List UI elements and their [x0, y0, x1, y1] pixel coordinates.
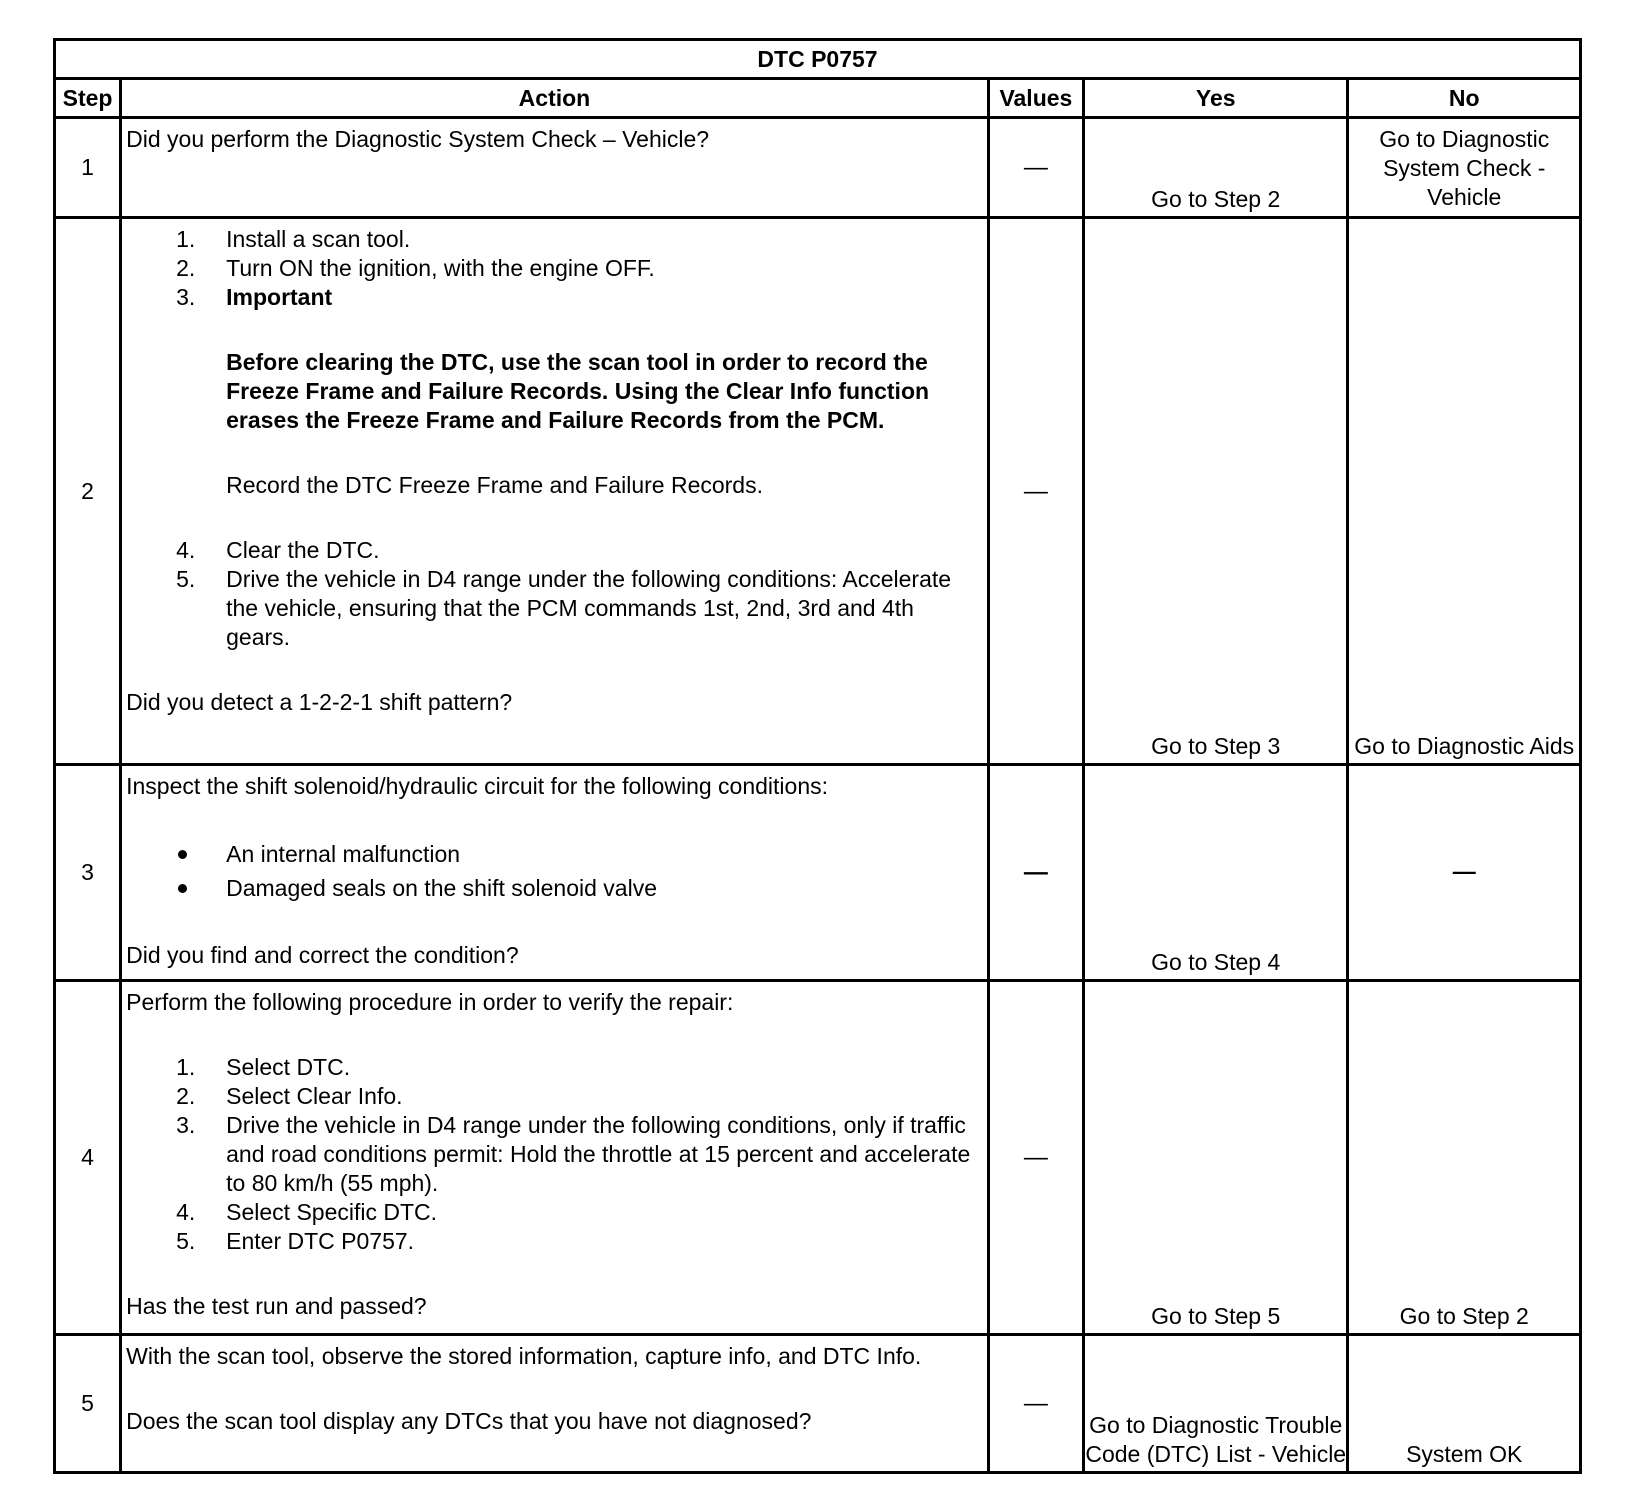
- important-note: Before clearing the DTC, use the scan tool in order to record the Freeze Frame and Failure Records. Using the Clear Info function erases the Freeze Frame and Failure Records from the PCM.: [226, 349, 930, 433]
- step-row-3: [55, 765, 1581, 981]
- action-intro: With the scan tool, observe the stored information, capture info, and DTC Info.: [126, 1343, 922, 1369]
- values-cell: —: [988, 981, 1083, 1335]
- list-item: [126, 536, 981, 565]
- list-text: Drive the vehicle in D4 range under the following conditions, only if traffic and road conditions permit: Hold the throttle at 15 percent and accelerate to 80 km/h (55 mph).: [226, 1112, 971, 1196]
- list-text: Select Specific DTC.: [226, 1199, 438, 1225]
- header-step: Step: [55, 79, 121, 118]
- header-action: Action: [121, 79, 989, 118]
- values-cell: —: [988, 765, 1083, 981]
- list-number: 5.: [176, 566, 196, 592]
- step-row-4: [55, 981, 1581, 1335]
- yes-cell: Go to Step 2: [1083, 118, 1348, 218]
- action-intro: Perform the following procedure in order to verify the repair:: [126, 989, 734, 1015]
- yes-cell: Go to Step 3: [1083, 218, 1348, 765]
- action-cell: [121, 765, 989, 981]
- step-row-1: [55, 118, 1581, 218]
- list-item: [126, 283, 981, 312]
- values-cell: —: [988, 218, 1083, 765]
- bullet-icon: [178, 850, 187, 859]
- action-cell: [121, 118, 989, 218]
- action-intro: Inspect the shift solenoid/hydraulic circuit for the following conditions:: [126, 773, 828, 799]
- step-number: 1: [55, 118, 121, 218]
- values-cell: —: [988, 118, 1083, 218]
- list-text: Select DTC.: [226, 1054, 351, 1080]
- step-number: 4: [55, 981, 121, 1335]
- list-number: 1.: [176, 226, 196, 252]
- dtc-table: [53, 38, 1582, 1474]
- list-item: An internal malfunction: [126, 837, 981, 871]
- action-cell: [121, 981, 989, 1335]
- list-item: [126, 254, 981, 283]
- header-row: [55, 79, 1581, 118]
- list-item: [126, 1227, 981, 1256]
- list-number: 5.: [176, 1228, 196, 1254]
- procedure-list: [126, 225, 981, 312]
- list-number: 3.: [176, 1112, 196, 1138]
- action-question: Did you find and correct the condition?: [126, 942, 519, 968]
- action-cell: [121, 218, 989, 765]
- list-item: [126, 1053, 981, 1082]
- list-item: [126, 1198, 981, 1227]
- list-item: [126, 225, 981, 254]
- action-question: Does the scan tool display any DTCs that you have not diagnosed?: [126, 1408, 812, 1434]
- no-cell: Go to Step 2: [1348, 981, 1581, 1335]
- procedure-list: [126, 536, 981, 652]
- header-yes: Yes: [1083, 79, 1348, 118]
- step-number: 3: [55, 765, 121, 981]
- action-question: Has the test run and passed?: [126, 1293, 427, 1319]
- action-question: Did you perform the Diagnostic System Check – Vehicle?: [126, 126, 710, 152]
- bullet-icon: [178, 884, 187, 893]
- step-number: 2: [55, 218, 121, 765]
- step-row-2: [55, 218, 1581, 765]
- action-question: Did you detect a 1-2-2-1 shift pattern?: [126, 689, 513, 715]
- list-number: 2.: [176, 255, 196, 281]
- list-text: Clear the DTC.: [226, 537, 380, 563]
- header-values: Values: [988, 79, 1083, 118]
- yes-cell: Go to Diagnostic Trouble Code (DTC) List - Vehicle: [1083, 1335, 1348, 1473]
- list-text: Drive the vehicle in D4 range under the following conditions: Accelerate the vehicle, ensuring that the PCM commands 1st, 2nd, 3rd and 4th gears.: [226, 566, 952, 650]
- list-number: 4.: [176, 1199, 196, 1225]
- list-item: [126, 565, 981, 652]
- yes-cell: Go to Step 5: [1083, 981, 1348, 1335]
- important-label: Important: [226, 284, 333, 310]
- list-item: [126, 1082, 981, 1111]
- action-cell: [121, 1335, 989, 1473]
- list-number: 2.: [176, 1083, 196, 1109]
- list-text: Install a scan tool.: [226, 226, 411, 252]
- step-row-5: [55, 1335, 1581, 1473]
- header-no: No: [1348, 79, 1581, 118]
- list-text: Turn ON the ignition, with the engine OFF.: [226, 255, 655, 281]
- list-item: [126, 1111, 981, 1198]
- list-number: 3.: [176, 284, 196, 310]
- record-text: Record the DTC Freeze Frame and Failure Records.: [226, 472, 763, 498]
- list-number: 1.: [176, 1054, 196, 1080]
- step-number: 5: [55, 1335, 121, 1473]
- yes-cell: Go to Step 4: [1083, 765, 1348, 981]
- no-cell: —: [1348, 765, 1581, 981]
- list-number: 4.: [176, 537, 196, 563]
- table-title: DTC P0757: [55, 40, 1581, 79]
- no-cell: Go to Diagnostic System Check - Vehicle: [1348, 118, 1581, 218]
- condition-list: [126, 837, 981, 905]
- procedure-list: [126, 1053, 981, 1256]
- no-cell: Go to Diagnostic Aids: [1348, 218, 1581, 765]
- values-cell: —: [988, 1335, 1083, 1473]
- list-item: Damaged seals on the shift solenoid valve: [126, 871, 981, 905]
- no-cell: System OK: [1348, 1335, 1581, 1473]
- list-text: Select Clear Info.: [226, 1083, 403, 1109]
- list-text: Enter DTC P0757.: [226, 1228, 415, 1254]
